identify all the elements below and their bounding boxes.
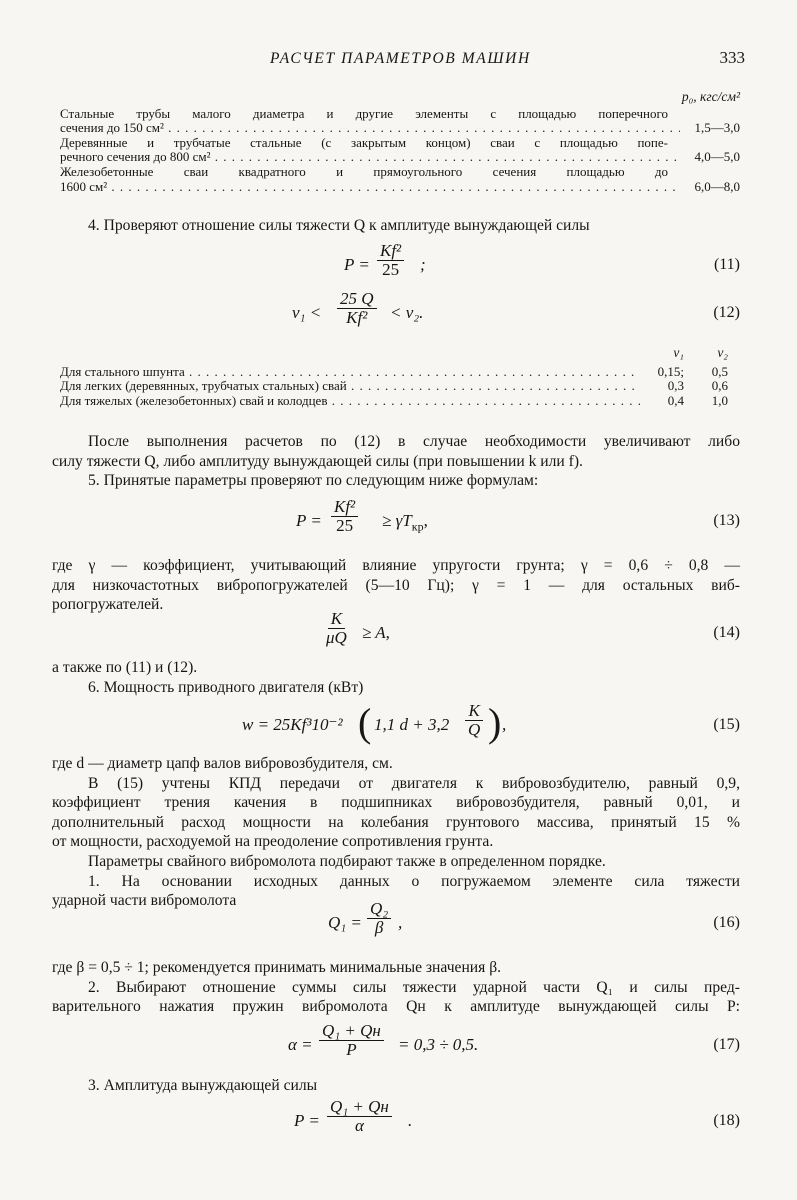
fraction-denominator: Kf² [346, 308, 368, 327]
pressure-value: 1,5—3,0 [694, 120, 740, 136]
paragraph: 4. Проверяют отношение силы тяжести Q к амплитуде вынуждающей силы [88, 217, 590, 234]
equation-lhs: w = 25Kf³10⁻² [242, 715, 343, 734]
fraction-numerator: Q₁ + Qн [327, 1098, 392, 1117]
equation-13 [52, 497, 740, 542]
nu-row [60, 394, 728, 409]
equation-tail: , [398, 913, 403, 932]
equation-tail: = 0,3 ÷ 0,5. [398, 1035, 479, 1054]
equation-middle: 1,1 d + 3,2 [374, 715, 450, 734]
equation-tail: . [408, 1111, 413, 1130]
paragraph [52, 754, 740, 911]
nu2-header: ν₂ [717, 345, 728, 360]
fraction-numerator: 25 Q [337, 290, 377, 309]
equation-tail: ≥ A, [362, 623, 390, 642]
running-title: РАСЧЕТ ПАРАМЕТРОВ МАШИН [270, 50, 531, 67]
paragraph-line: После выполнения расчетов по (12) в случае необходимости увеличивают либо [88, 433, 740, 450]
nu-row-label: Для легких (деревянных, трубчатых стальных) свай . . . [60, 379, 640, 394]
nu1-value: 0,4 [667, 392, 684, 408]
pressure-column-header: p₀, кгс/см² [681, 89, 740, 104]
equation-17 [52, 1021, 740, 1066]
paragraph-line: для низкочастотных вибропогружателей (5—10 Гц); γ = 1 — для остальных виб- [52, 576, 740, 594]
pressure-row-text: Деревянные и трубчатые стальные (с закрытым концом) сваи с площадью попе- [60, 134, 668, 150]
equation-tail: ≥ γT [382, 511, 412, 530]
page-number: 333 [719, 48, 745, 67]
paragraph-line: а также по (11) и (12). [52, 659, 198, 676]
equation-tail: ; [420, 255, 426, 274]
pressure-row-text: Стальные трубы малого диаметра и другие элементы с площадью поперечного [60, 105, 668, 121]
paragraph-line: варительного нажатия пружин вибромолота Qн к амплитуде вынуждающей силы P: [52, 998, 740, 1016]
fraction-denominator: α [354, 1116, 364, 1135]
equation-lhs: ν₁ < [292, 303, 322, 322]
equation-number: (12) [713, 304, 740, 321]
right-paren: ) [488, 700, 502, 745]
pressure-row-text: 1600 см² . . . [60, 180, 680, 195]
nu2-value: 0,6 [711, 378, 728, 394]
nu1-value: 0,15; [657, 363, 684, 379]
fraction-denominator: β [374, 918, 384, 937]
fraction-denominator: μQ [326, 628, 347, 647]
paragraph: 3. Амплитуда вынуждающей силы [88, 1077, 318, 1094]
fraction-numerator: K [328, 610, 345, 629]
equation-number: (13) [713, 512, 740, 529]
left-paren: ( [358, 700, 372, 745]
equation-number: (11) [713, 256, 740, 273]
fraction [465, 702, 483, 739]
equation-lhs: Q₁ = [328, 913, 362, 932]
paragraph-line: 2. Выбирают отношение суммы силы тяжести ударной части Q₁ и силы пред- [88, 978, 740, 996]
paragraph-line: 1. На основании исходных данных о погружаемом элементе сила тяжести [88, 872, 740, 890]
equation-punct: , [423, 511, 428, 530]
page-header [0, 46, 797, 70]
fraction [367, 900, 391, 937]
nu-row-label: Для стального шпунта . . . [60, 365, 640, 380]
equation-lhs: α = [288, 1035, 313, 1054]
fraction-denominator: 25 [382, 260, 400, 279]
equation-lhs: P = [296, 511, 322, 530]
paragraph-line: ударной части вибромолота [52, 892, 237, 910]
equation-18 [52, 1097, 740, 1142]
fraction [327, 1098, 392, 1135]
fraction-denominator: 25 [336, 516, 354, 535]
pressure-row-text: Железобетонные сваи квадратного и прямоугольного сечения площадью до [60, 163, 668, 179]
nu1-header: ν₁ [673, 345, 684, 360]
fraction-denominator: P [346, 1040, 357, 1059]
equation-tail: < ν₂. [390, 303, 424, 322]
fraction-numerator: Q₁ + Qн [319, 1022, 384, 1041]
pressure-row [60, 107, 740, 136]
equation-lhs: P = [344, 255, 370, 274]
pressure-value: 4,0—5,0 [694, 149, 740, 165]
equation-11 [52, 241, 740, 286]
paragraph-line: коэффициент трения качения в подшипниках вибровозбудителя, равный 0,01, и [52, 794, 740, 812]
fraction [337, 290, 377, 327]
nu-row [60, 379, 728, 394]
pressure-row-text: речного сечения до 800 см² . . . [60, 150, 680, 165]
paragraph-line: ропогружателей. [52, 596, 164, 614]
pressure-table [60, 90, 740, 194]
nu-table-header [60, 346, 728, 361]
equation-number: (16) [713, 914, 740, 931]
paragraph [52, 556, 740, 615]
paragraph [52, 432, 740, 491]
paragraph-line: В (15) учтены КПД передачи от двигателя к вибровозбудителю, равный 0,9, [88, 774, 740, 792]
paragraph-line: где β = 0,5 ÷ 1; рекомендуется принимать минимальные значения β. [52, 959, 502, 976]
fraction [319, 1022, 384, 1059]
nu-row [60, 365, 728, 380]
nu-row-label: Для тяжелых (железобетонных) свай и колодцев . . . [60, 394, 640, 409]
fraction-denominator: Q [468, 720, 481, 739]
nu2-value: 1,0 [711, 392, 728, 408]
paragraph-line: 5. Принятые параметры проверяют по следующим ниже формулам: [88, 472, 539, 490]
paragraph-line: 6. Мощность приводного двигателя (кВт) [88, 678, 364, 696]
equation-tail: , [502, 715, 507, 734]
paragraph [52, 958, 740, 1017]
nu2-value: 0,5 [711, 363, 728, 379]
paragraph-line: дополнительный расход мощности на колебания грунтового массива, принятый 15 % [52, 813, 740, 831]
pressure-row [60, 136, 740, 165]
fraction [323, 610, 350, 647]
fraction [377, 242, 404, 279]
equation-number: (14) [713, 624, 740, 641]
paragraph-line: силу тяжести Q, либо амплитуду вынуждающей силы (при повышении k или f). [52, 452, 583, 470]
equation-15 [52, 700, 740, 746]
paragraph [52, 658, 740, 697]
fraction-numerator: Q₂ [367, 900, 391, 919]
nu1-value: 0,3 [667, 378, 684, 394]
equation-14 [52, 609, 740, 654]
fraction-numerator: Kf² [377, 242, 404, 261]
fraction [331, 498, 358, 535]
fraction-numerator: Kf² [331, 498, 358, 517]
paragraph-line: где d — диаметр цапф валов вибровозбудителя, см. [52, 755, 393, 772]
paragraph-line: от мощности, расходуемой на преодоление сопротивления грунта. [52, 833, 494, 851]
fraction-numerator: K [465, 702, 482, 721]
equation-subscript: кр [411, 519, 424, 534]
equation-number: (17) [713, 1036, 740, 1053]
equation-number: (15) [713, 716, 740, 733]
equation-12 [52, 289, 740, 334]
equation-lhs: P = [294, 1111, 320, 1130]
nu-table [60, 346, 728, 408]
paragraph-line: где γ — коэффициент, учитывающий влияние упругости грунта; γ = 0,6 ÷ 0,8 — [52, 557, 740, 574]
pressure-row [60, 165, 740, 194]
pressure-row-text: сечения до 150 см² . . . [60, 121, 680, 136]
paragraph-line: Параметры свайного вибромолота подбирают также в определенном порядке. [88, 852, 606, 870]
equation-number: (18) [713, 1112, 740, 1129]
pressure-value: 6,0—8,0 [694, 178, 740, 194]
